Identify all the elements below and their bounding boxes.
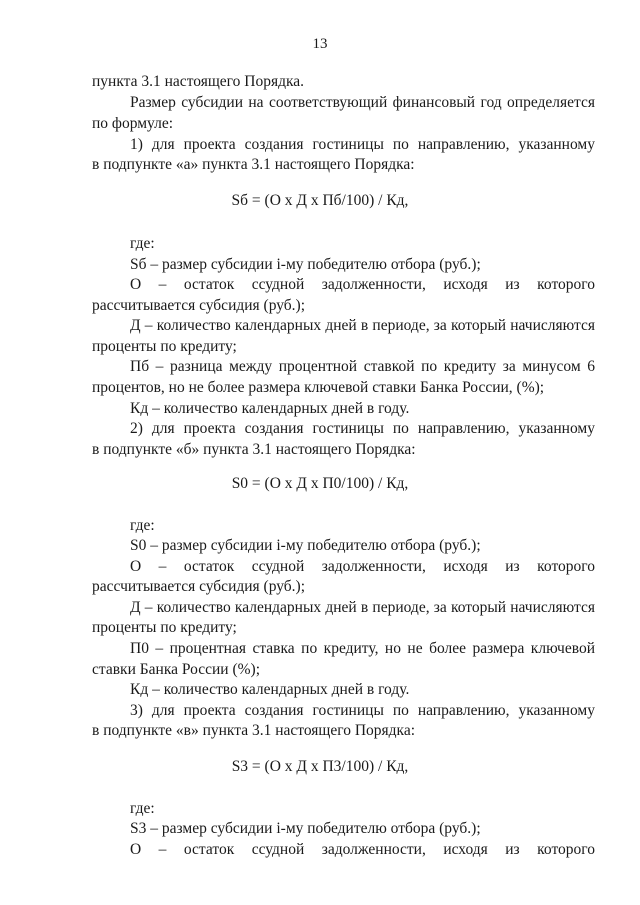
text-line: ставки Банка России (%); <box>92 661 261 678</box>
text-line: П0 – процентная ставка по кредиту, но не более размера ключевой <box>130 640 595 657</box>
text-line: в подпункте «в» пункта 3.1 настоящего Порядка: <box>92 722 416 739</box>
text-line: рассчитывается субсидия (руб.); <box>92 578 306 595</box>
text-line: S3 – размер субсидии i-му победителю отбора (руб.); <box>130 820 481 837</box>
text-line: 2) для проекта создания гостиницы по направлению, указанному <box>130 420 595 437</box>
text-line: пункта 3.1 настоящего Порядка. <box>92 73 305 90</box>
text-line: Кд – количество календарных дней в году. <box>130 681 410 698</box>
text-line: Д – количество календарных дней в периоде, за который начисляются <box>130 599 595 616</box>
text-line: проценты по кредиту; <box>92 338 237 355</box>
text-line: где: <box>130 235 155 252</box>
text-line: О – остаток ссудной задолженности, исходя из которого <box>130 276 595 293</box>
text-line: Размер субсидии на соответствующий финансовый год определяется <box>130 94 595 111</box>
text-line: 1) для проекта создания гостиницы по направлению, указанному <box>130 136 595 153</box>
text-line: где: <box>130 800 155 817</box>
text-line: в подпункте «а» пункта 3.1 настоящего Порядка: <box>92 156 415 173</box>
text-line: в подпункте «б» пункта 3.1 настоящего Порядка: <box>92 441 416 458</box>
text-line: S0 – размер субсидии i-му победителю отбора (руб.); <box>130 537 481 554</box>
text-line: Пб – разница между процентной ставкой по кредиту за минусом 6 <box>130 358 595 375</box>
text-line: Sб – размер субсидии i-му победителю отбора (руб.); <box>130 256 481 273</box>
text-line: Д – количество календарных дней в периоде, за который начисляются <box>130 317 595 334</box>
formula: S0 = (О х Д х П0/100) / Кд, <box>231 475 409 492</box>
text-line: проценты по кредиту; <box>92 619 237 636</box>
text-line: О – остаток ссудной задолженности, исходя из которого <box>130 558 595 575</box>
text-line: рассчитывается субсидия (руб.); <box>92 297 306 314</box>
text-line: где: <box>130 517 155 534</box>
page-number: 13 <box>312 36 328 52</box>
text-line: Кд – количество календарных дней в году. <box>130 400 410 417</box>
text-line: 3) для проекта создания гостиницы по направлению, указанному <box>130 702 595 719</box>
text-line: О – остаток ссудной задолженности, исходя из которого <box>130 841 595 858</box>
text-line: процентов, но не более размера ключевой ставки Банка России, (%); <box>92 379 545 396</box>
text-line: по формуле: <box>92 115 174 132</box>
formula: Sб = (О х Д х Пб/100) / Кд, <box>231 192 409 209</box>
formula: S3 = (О х Д х П3/100) / Кд, <box>231 758 409 775</box>
